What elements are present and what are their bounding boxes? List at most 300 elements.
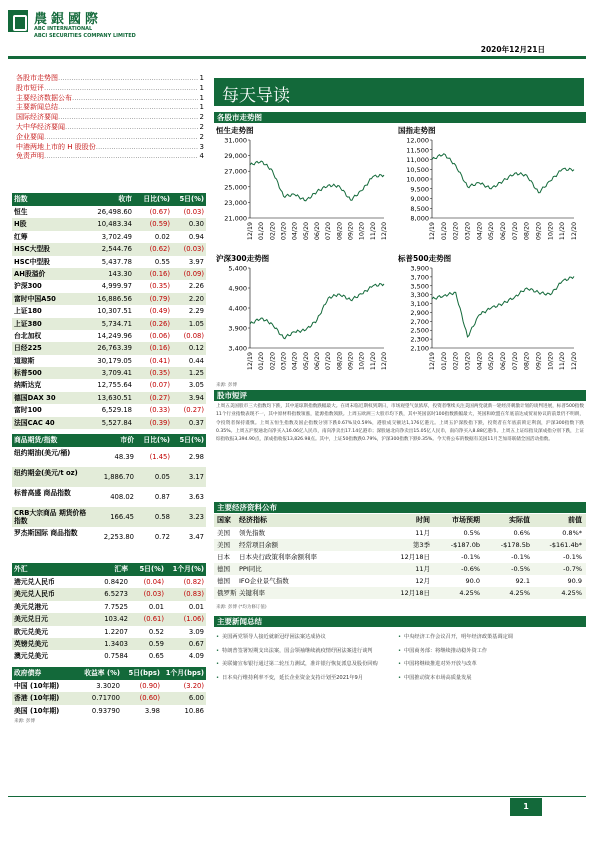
toc-item[interactable] [16,103,204,113]
row-value: 1.3403 [104,639,128,648]
toc-label: 主要新闻总结 [16,103,58,112]
row-value: (1.45) [149,453,170,461]
header-cell: 经济指标 [239,516,267,524]
toc-page: 2 [199,122,204,131]
header-cell: 国家 [217,516,231,524]
row-value: (0.79) [149,294,170,303]
x-tick-label: 12/19 [429,222,436,241]
row-value: 0.30 [188,220,204,229]
table-cell: 4.25% [459,589,480,597]
row-value: 2.20 [188,294,204,303]
row-value: 3.98 [144,706,160,715]
charts-section-bar: 各股市走势图 [214,112,586,123]
header-cell: 市场预期 [452,516,480,524]
table-cell: 美国 [217,529,230,537]
x-tick-label: 04/20 [291,222,299,241]
row-value: (0.07) [149,381,170,390]
table-row [12,576,206,588]
row-value: 1.2207 [104,627,128,636]
table-header [214,514,586,527]
x-tick-label: 06/20 [500,222,507,241]
row-value: 30,179.05 [97,356,132,365]
table-row [12,243,206,255]
x-tick-label: 12/19 [247,222,254,241]
page-title: 每天导读 [222,86,290,106]
row-label: 台北加权 [14,331,42,340]
row-value: (0.35) [149,282,170,291]
x-tick-label: 12/19 [247,352,254,371]
row-value: 0.71700 [91,694,120,703]
row-value: 5,734.71 [101,319,132,328]
row-value: (0.33) [149,406,170,415]
table-of-contents [16,74,204,162]
x-tick-label: 12/20 [571,222,578,241]
market-comment-bar: 股市短评 [214,390,586,401]
row-value: 0.55 [154,257,170,266]
toc-leader [44,133,198,143]
toc-leader [65,123,198,133]
bond-source: 来源: 彭博 [14,719,35,724]
row-label: HSC中型股 [14,257,50,266]
row-value: 0.58 [154,513,170,521]
toc-leader [58,113,198,123]
report-date: 2020年12月21日 [480,45,545,54]
y-tick-label: 3,700 [410,273,429,282]
header-cell: 收益率 (%) [84,669,120,677]
row-value: 0.37 [188,418,204,427]
row-value: 3,702.49 [101,232,132,241]
y-tick-label: 11,000 [406,156,429,164]
row-value: 408.02 [110,493,134,501]
header-cell: 5日(%) [179,436,204,444]
row-value: 3.3020 [96,682,120,690]
series-line [432,276,574,337]
row-value: (0.83) [183,590,204,599]
y-tick-label: 3,900 [410,264,429,273]
table-cell: 12月18日 [400,553,430,561]
row-label: 欧元兑美元 [14,627,48,636]
table-cell: 德国 [217,577,230,585]
row-label: 中国 (10年期) [14,682,60,690]
row-label: 红筹 [14,232,28,241]
news-item[interactable]: • 中国将继续推进对外开放与改革 [398,659,584,670]
row-value: 5,437.78 [101,257,132,266]
row-label: 英镑兑美元 [14,639,48,648]
x-tick-label: 06/20 [314,222,321,241]
row-value: 1.05 [188,319,204,328]
row-label: 澳元兑美元 [14,652,48,661]
table-row [12,507,206,527]
table-row [12,392,206,404]
x-tick-label: 07/20 [511,222,519,241]
row-value: 7.7525 [104,602,128,611]
row-value: (0.90) [139,682,160,690]
row-value: 0.02 [154,232,170,241]
toc-page: 3 [199,142,204,151]
toc-item[interactable] [16,143,204,153]
x-tick-label: 02/20 [452,352,460,371]
table-row [12,650,206,662]
header-cell: 5日(%) [179,195,204,203]
row-value: 48.39 [114,453,134,461]
row-label: 港元兑人民币 [14,578,55,586]
row-label: 纽约期金(美元/t oz) [14,469,78,477]
table-cell: 关键利率 [239,589,265,597]
table-cell: -$161.4b* [549,541,582,549]
row-value: 0.65 [148,652,164,661]
row-value: (0.26) [149,319,170,328]
x-tick-label: 10/20 [547,352,555,371]
chart-title: 国指走势图 [398,126,436,135]
toc-label: 大中华经济要闻 [16,122,65,131]
fx-table [12,563,206,663]
x-tick-label: 03/20 [464,222,472,241]
row-label: CRB大宗商品 期货价格指数 [14,509,87,525]
x-tick-label: 09/20 [347,222,355,241]
row-value: 0.01 [148,602,164,611]
y-tick-label: 10,000 [406,175,429,184]
page-number: 1 [510,798,542,816]
row-value: (0.03) [143,590,164,599]
header-cell: 外汇 [14,565,28,573]
row-value: 3.94 [188,393,204,402]
row-value: (0.59) [149,220,170,229]
toc-page: 1 [199,103,204,112]
row-value: (0.27) [183,406,204,415]
series-line [432,154,574,193]
row-label: 美元兑人民币 [14,590,55,599]
x-tick-label: 02/20 [269,352,277,371]
x-tick-label: 11/20 [369,352,377,371]
y-tick-label: 25,000 [224,183,247,192]
row-value: 13,630.51 [97,393,132,402]
news-list-left [216,632,392,686]
news-item[interactable]: • 中国商务部：将继续推动稳外资工作 [398,646,584,657]
row-label: H股 [14,220,27,229]
row-value: 26,763.39 [97,344,132,353]
row-label: HSC大型股 [14,245,50,254]
chart-panel [398,125,578,240]
x-tick-label: 08/20 [523,222,531,241]
chart-title: 沪深300走势图 [216,254,270,263]
table-cell: 4.25% [509,589,530,597]
toc-label: 各股市走势图 [16,74,58,82]
x-tick-label: 10/20 [547,222,555,241]
table-cell: 4.25% [561,589,582,597]
table-row [12,355,206,367]
toc-label: 企业要闻 [16,132,44,141]
brand-name-cn: 農銀國際 [34,12,103,27]
row-value: 2.26 [188,282,204,291]
table-cell: 经常项目余额 [239,541,278,549]
row-value: (0.61) [143,615,164,624]
toc-item[interactable] [16,123,204,133]
table-cell: -0.5% [511,565,530,573]
y-tick-label: 2,900 [410,308,429,317]
x-tick-label: 03/20 [280,222,288,241]
table-cell: 11月 [415,565,430,573]
header-rule [8,56,586,59]
table-cell: 90.9 [567,577,582,585]
row-label: 德国DAX 30 [14,393,56,402]
toc-item[interactable] [16,74,204,84]
header-cell: 1个月(bps) [165,669,204,677]
row-value: 0.7584 [104,652,128,661]
table-row [12,379,206,391]
y-tick-label: 2,700 [410,317,429,326]
y-tick-label: 27,000 [224,167,247,176]
row-value: 5,527.84 [101,418,132,427]
y-tick-label: 21,000 [224,214,247,223]
table-row [12,613,206,625]
table-row [214,575,586,587]
table-cell: 0.6% [513,529,530,537]
row-value: 0.01 [188,602,204,611]
y-tick-label: 11,500 [406,146,429,155]
y-tick-label: 29,000 [224,152,247,161]
row-value: 2.98 [188,453,204,461]
row-value: (0.27) [149,393,170,402]
table-cell: 日本 [217,553,230,561]
econ-section-bar: 主要经济资料公布 [214,502,586,513]
news-item[interactable]: • 日本央行维持利率不变，延长企业资金支持计划至2021年9月 [216,673,392,684]
x-tick-label: 12/20 [381,222,388,241]
row-value: 0.94 [188,232,204,241]
table-cell: -0.1% [563,553,582,561]
row-value: 3,709.41 [101,369,132,378]
row-value: 0.44 [188,356,204,365]
x-tick-label: 05/20 [302,222,310,241]
row-value: 0.52 [148,627,164,636]
row-value: 10,483.34 [97,220,132,229]
table-row [12,417,206,429]
table-cell: 12月 [415,577,430,585]
y-tick-label: 2,300 [410,335,429,344]
table-cell: -0.7% [563,565,582,573]
row-value: 3.97 [188,257,204,266]
row-value: 3.17 [188,473,204,481]
row-value: 6.5273 [104,590,128,599]
x-tick-label: 08/20 [336,352,344,371]
y-tick-label: 31,000 [224,136,247,145]
toc-label: 国际经济要闻 [16,113,58,122]
table-row [12,447,206,467]
toc-item[interactable] [16,84,204,94]
table-row [12,638,206,650]
row-value: 103.42 [104,615,128,624]
toc-leader [58,74,198,84]
x-tick-label: 06/20 [500,352,507,371]
y-tick-label: 3,300 [410,291,429,300]
x-tick-label: 08/20 [336,222,344,241]
brand-name-en: ABC INTERNATIONAL [34,26,93,32]
row-label: 恒生 [14,208,28,216]
row-label: 标普高盛 商品指数 [14,489,71,497]
table-cell: 90.0 [465,577,480,585]
x-tick-label: 03/20 [464,352,472,371]
row-value: (0.16) [149,344,170,353]
market-comment-text: 上周五美国股市三大指数均下跌，其中道琼斯指数跌幅最大。在周末临近期权到期日，市场观望气氛浓厚，投资者继续关注美国两党就新一轮经济刺激计划的谈判进展，标普500指数11个行业指数表现不一，其中原材料指数领涨，能源指数领跌。上周五欧洲三大股市均下跌，其中英国富时100指数跌幅最大，英国和欧盟在年底前达成贸易协议的前景仍不明朗，令投资者保持谨慎。上周五恒生指数及国企指数分别下跌0.67%及0.59%，港股成交额达1,176亿港元。上周五沪深股指下跌，投资者在年底前锁定利润，沪深300指数下跌0.35%。上周五沪股通北向净买入16.06亿人民币，南向净卖出17.14亿港币；深股通北向净卖出15.05亿人民币，南向净买入8.88亿港币。上周五上证综指及深成指分别下跌，上证综指收报3,394.90点，深成指收报13,826.98点。其中，上证50指数跌0.79%，沪深300指数下跌0.35%。今天将公布的数据有美国11月芝加哥联储全国活动指数。 [216,404,584,443]
y-tick-label: 8,000 [410,214,429,223]
x-tick-label: 10/20 [358,352,366,371]
header-cell: 商品期货/指数 [14,436,58,444]
x-tick-label: 09/20 [535,352,543,371]
table-cell: 92.1 [515,577,530,585]
table-row [12,218,206,230]
y-tick-label: 10,500 [406,165,429,174]
toc-label: 免责声明 [16,152,44,161]
table-row [12,467,206,487]
table-cell: 0.8%* [562,529,582,537]
chart-panel [216,125,388,240]
news-item[interactable]: • 美国两党领导人接近就新冠纾困法案达成协议 [216,632,392,643]
table-row [12,293,206,305]
table-header [12,193,206,206]
x-tick-label: 08/20 [523,352,531,371]
table-row [12,601,206,613]
x-tick-label: 07/20 [325,222,333,241]
row-value: (0.06) [149,331,170,340]
chart-title: 标普500走势图 [398,254,452,263]
table-row [12,680,206,692]
toc-page: 4 [199,152,204,161]
x-tick-label: 07/20 [511,352,519,371]
row-value: 1,886.70 [103,473,134,481]
toc-leader [44,152,198,162]
news-section-bar: 主要新闻总结 [214,616,586,627]
y-tick-label: 4,900 [228,284,247,293]
row-label: 标普500 [14,369,42,378]
x-tick-label: 12/20 [381,352,388,371]
x-tick-label: 05/20 [302,352,310,371]
toc-item[interactable] [16,133,204,143]
table-row [12,330,206,342]
news-item[interactable]: • 特朗普签署短期支出法案，国会领袖继续就疫情纾困法案进行谈判 [216,646,392,657]
row-value: 10.86 [184,706,204,715]
table-row [12,705,206,717]
bond-table [12,667,206,717]
table-row [12,692,206,704]
row-value: 4,999.97 [101,282,132,291]
toc-label: 中港两地上市的 H 股股份 [16,142,96,151]
row-label: 富时100 [14,406,42,415]
toc-item[interactable] [16,113,204,123]
y-tick-label: 12,000 [406,136,429,145]
row-value: 3.23 [188,513,204,521]
row-label: 道琼斯 [14,356,35,365]
row-label: 纳斯达克 [14,381,42,390]
x-tick-label: 12/19 [429,352,436,371]
row-value: 0.93790 [91,706,120,715]
x-tick-label: 05/20 [488,222,496,241]
indices-table [12,193,206,429]
news-item[interactable]: • 中央经济工作会议召开，明年经济政策基调定调 [398,632,584,643]
row-value: 0.67 [188,639,204,648]
row-value: (0.03) [183,245,204,254]
table-header [12,667,206,680]
row-label: 美元兑日元 [14,615,48,624]
row-value: 16,886.56 [97,294,132,303]
x-tick-label: 04/20 [476,352,484,371]
row-value: 0.72 [154,533,170,541]
x-tick-label: 10/20 [358,222,366,241]
row-value: (0.60) [139,694,160,703]
row-value: (0.35) [149,369,170,378]
row-value: 10,307.51 [97,307,132,316]
table-row [12,268,206,280]
row-label: 上证380 [14,319,42,328]
table-cell: 0.5% [463,529,480,537]
table-row [214,587,586,599]
table-cell: -$178.5b [500,541,530,549]
row-label: 法国CAC 40 [14,418,55,427]
x-tick-label: 09/20 [347,352,355,371]
chart-panel [397,253,578,370]
row-value: 3.09 [188,627,204,636]
header-cell: 实际值 [509,516,530,524]
table-cell: 日本央行政策利率余额利率 [239,553,317,561]
row-value: 6.00 [188,694,204,703]
header-cell: 政府债券 [14,669,42,677]
chart-source: 来源: 彭博 [216,383,237,388]
row-value: (0.82) [183,578,204,586]
row-label: 沪深300 [14,282,42,291]
econ-data-table [214,514,586,599]
series-line [250,284,384,339]
y-tick-label: 9,000 [410,195,429,203]
toc-leader [44,84,198,94]
table-cell: 美国 [217,541,230,549]
table-cell: 12月18日 [400,589,430,597]
x-tick-label: 01/20 [440,222,448,241]
toc-item[interactable] [16,152,204,162]
row-value: 0.05 [154,473,170,481]
x-tick-label: 01/20 [258,222,266,241]
row-label: 日经225 [14,344,42,353]
row-value: 0.59 [148,639,164,648]
toc-leader [96,143,198,153]
table-row [12,206,206,218]
table-row [12,588,206,600]
row-value: (0.62) [149,245,170,254]
table-row [12,487,206,507]
y-tick-label: 9,500 [410,185,429,194]
toc-page: 1 [199,83,204,92]
row-value: 0.87 [154,493,170,501]
row-label: AH股溢价 [14,269,46,278]
x-tick-label: 03/20 [280,352,288,371]
news-item[interactable]: • 中国推动资本市场高质量发展 [398,673,584,684]
table-row [214,539,586,551]
company-logo [8,10,28,32]
row-label: 纽约期油(美元/桶) [14,449,71,457]
x-tick-label: 07/20 [325,352,333,371]
news-item[interactable]: • 美联储宣布银行通过第二轮压力测试，准许银行恢复派息及股份回购 [216,659,392,670]
table-row [12,305,206,317]
toc-label: 股市短评 [16,83,44,92]
toc-page: 2 [199,113,204,122]
table-cell: PPI同比 [239,565,262,573]
chart-title: 恒生走势图 [216,126,254,135]
table-cell: 俄罗斯 [217,589,237,597]
toc-item[interactable] [16,94,204,104]
header-cell: 收市 [118,195,132,203]
y-tick-label: 5,400 [228,264,247,273]
row-value: (3.20) [183,682,204,690]
table-header [12,434,206,447]
row-value: (0.04) [143,578,164,586]
row-value: 3.63 [188,493,204,501]
